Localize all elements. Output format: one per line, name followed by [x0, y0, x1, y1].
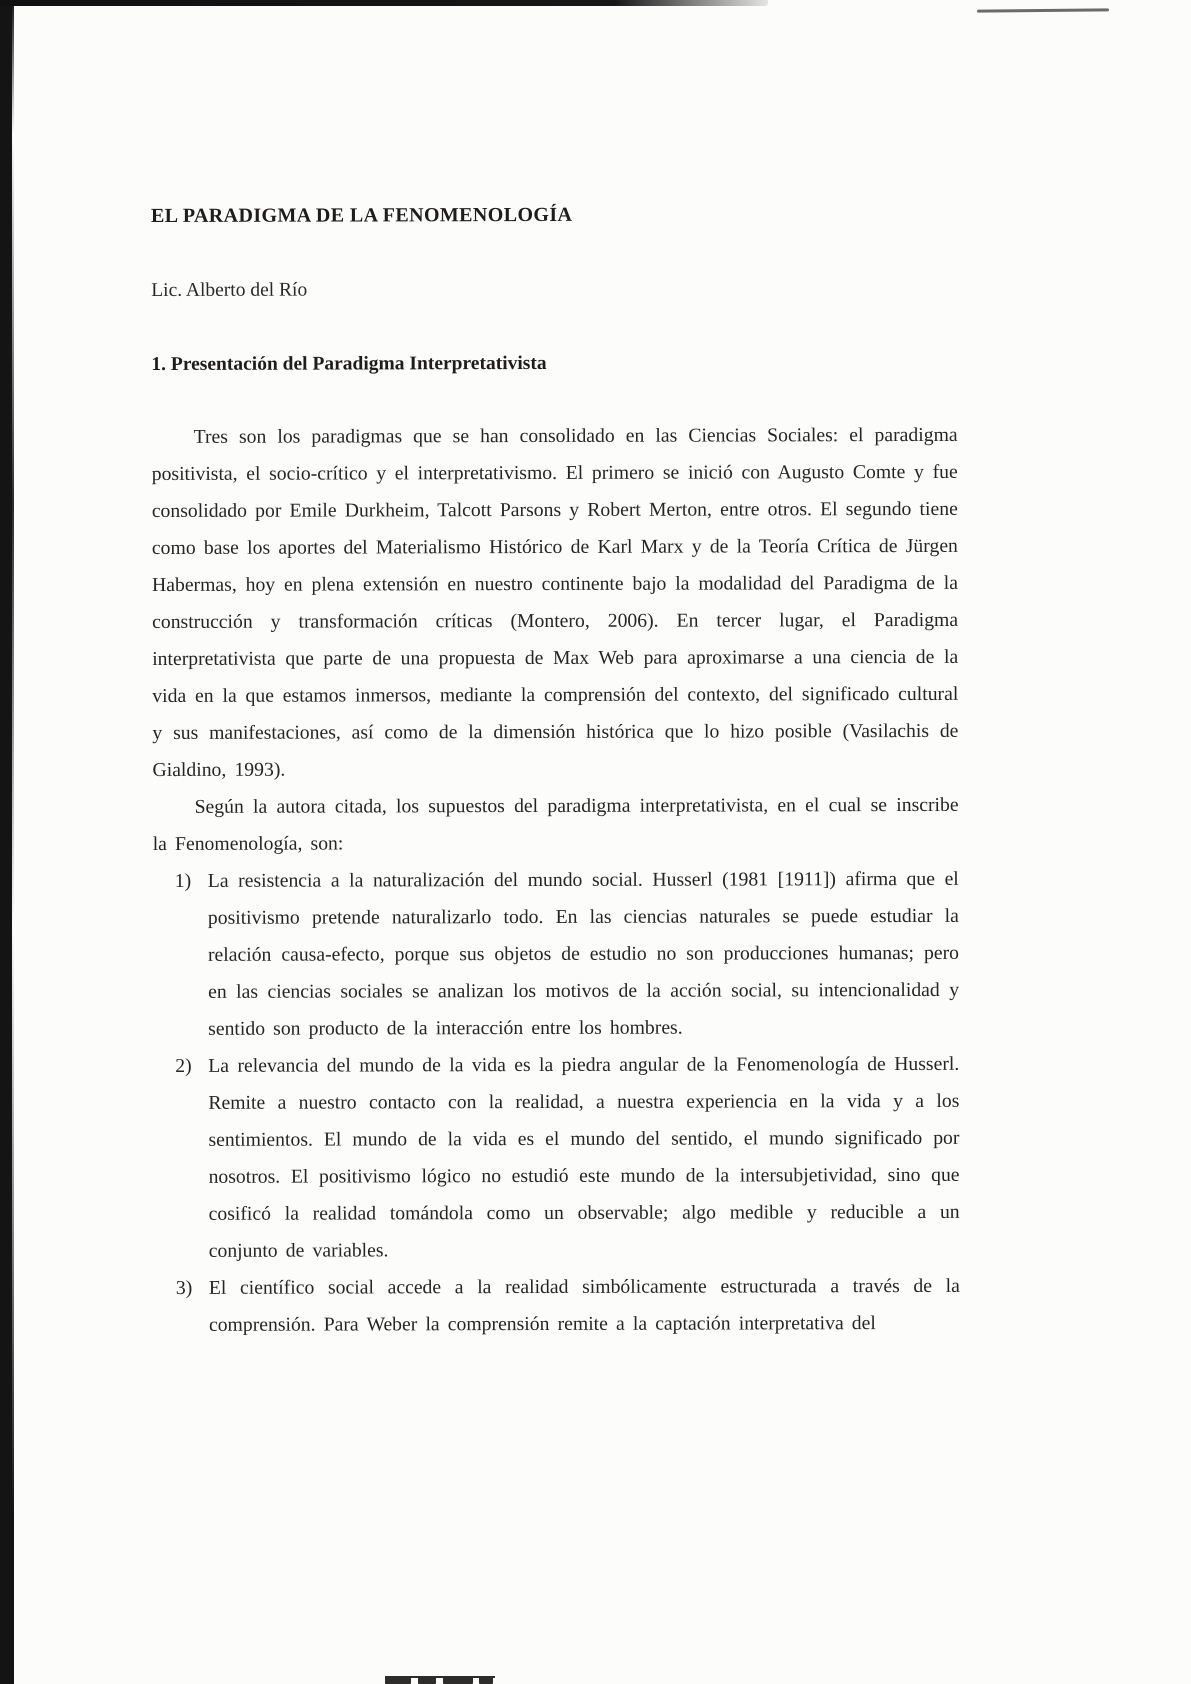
author-line: Lic. Alberto del Río [151, 279, 308, 301]
list-item-text: El científico social accede a la realidad simbólicamente estructurada a través de la comprensión. Para Weber la comprensión remite a la captación interpretativa del [208, 1274, 960, 1336]
list-item-marker: 1) [174, 869, 192, 892]
list-item [176, 1268, 960, 1344]
document-content [151, 201, 960, 1344]
document-title: EL PARADIGMA DE LA FENOMENOLOGÍA [151, 203, 573, 227]
list-item [175, 1046, 960, 1270]
bottom-cutoff-text-artifact [385, 1676, 495, 1684]
list-item-text: La resistencia a la naturalización del mundo social. Husserl (1981 [1911]) afirma que el positivismo pretende naturalizarlo todo. En las ciencias naturales se puede estudiar la relación causa-efecto, porque sus objetos de estudio no son producciones humanas; pero en las ciencias sociales se analizan los motivos de la acción social, su intencionalidad y sentido son producto de la interacción entre los hombres. [207, 867, 960, 1040]
scan-left-edge-artifact [0, 0, 12, 1684]
paragraph-intro: Tres son los paradigmas que se han consolidado en las Ciencias Sociales: el paradigma positivista, el socio-crítico y el interpretativismo. El primero se inició con Augusto Comte y fue consolidado por Emile Durkheim, Talcott Parsons y Robert Merton, entre otros. El segundo tiene como base los aportes del Materialismo Histórico de Karl Marx y de la Teoría Crítica de Jürgen Habermas, hoy en plena extensión en nuestro continente bajo la modalidad del Paradigma de la construcción y transformación críticas (Montero, 2006). En tercer lugar, el Paradigma interpretativista que parte de una propuesta de Max Web para aproximarse a una ciencia de la vida en la que estamos inmersos, mediante la comprensión del contexto, del significado cultural y sus manifestaciones, así como de la dimensión histórica que lo hizo posible (Vasilachis de Gialdino, 1993). [151, 423, 959, 781]
list-item-marker: 2) [175, 1054, 192, 1077]
scan-top-right-artifact [977, 8, 1109, 12]
scan-top-edge-artifact [0, 0, 768, 6]
numbered-list [175, 861, 960, 1344]
list-item-text: La relevancia del mundo de la vida es la piedra angular de la Fenomenología de Husserl. Remite a nuestro contacto con la realidad, a nuestra experiencia en la vida y a los sentimientos. El mundo de la vida es el mundo del sentido, el mundo significado por nosotros. El positivismo lógico no estudió este mundo de la intersubjetividad, sino que cosificó la realidad tomándola como un observable; algo medible y reducible a un conjunto de variables. [208, 1052, 960, 1262]
list-item-marker: 3) [175, 1276, 193, 1299]
list-item [175, 861, 959, 1048]
section-heading: 1. Presentación del Paradigma Interpretativista [151, 352, 547, 375]
paragraph-supuestos: Según la autora citada, los supuestos del paradigma interpretativista, en el cual se inscribe la Fenomenología, son: [152, 793, 959, 855]
